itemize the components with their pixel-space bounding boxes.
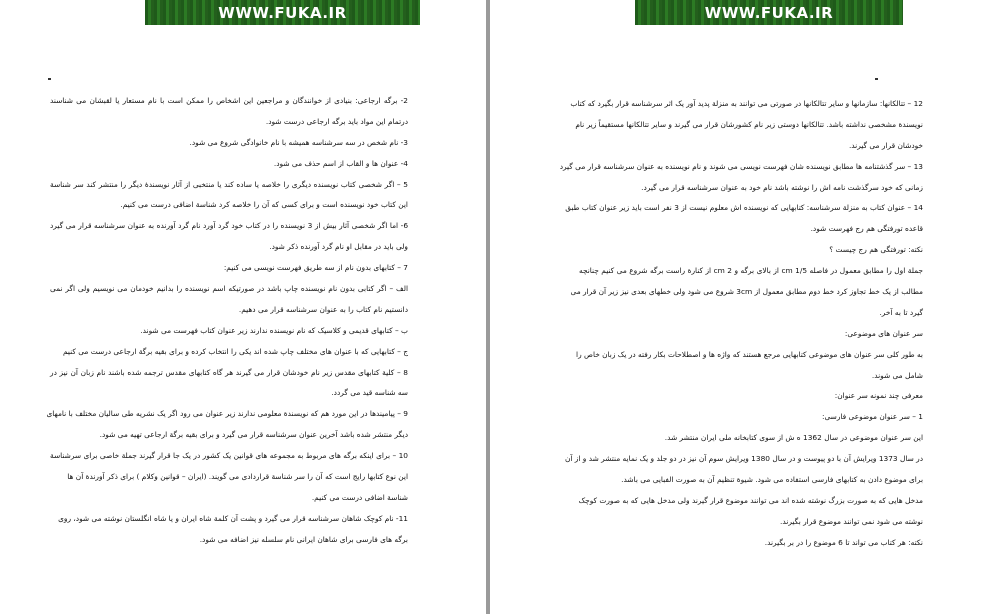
text-line: 11- نام کوچک شاهان سرشناسه قرار می گیرد و پشت آن کلمة شاه ایران و یا شاه انگلستان نوشته می شود، روی bbox=[58, 513, 408, 523]
text-line: 10 – برای اینکه برگه های مربوط به مجموعه های قوانین یک کشور در یک جا قرار گیرند جملة خاصی برای سرشناسة bbox=[50, 451, 408, 461]
text-line: مدخل هایی که به صورت بزرگ نوشته شده اند می توانند موضوع قرار گیرند ولی مدخل هایی که به صورت کوچک bbox=[578, 495, 923, 505]
site-banner bbox=[145, 0, 420, 25]
text-line: قاعده تورفتگی هم رج فهرست شود. bbox=[810, 224, 923, 234]
text-line: 3- نام شخص در سه سرشناسه همیشه با نام خانوادگی شروع می شود. bbox=[189, 137, 408, 147]
text-line: شامل می شوند. bbox=[871, 370, 923, 380]
page-mark bbox=[875, 78, 878, 80]
text-line: ب – کتابهای قدیمی و کلاسیک که نام نویسنده ندارند زیر عنوان کتاب فهرست می شوند. bbox=[140, 325, 408, 335]
page-mark bbox=[48, 78, 51, 80]
text-line: گیرد تا به آخر. bbox=[879, 307, 923, 317]
text-line: سه شناسه قید می گردد. bbox=[331, 388, 408, 398]
text-line: الف – اگر کتابی بدون نام نویسنده چاپ باشد در صورتیکه اسم نویسنده را بدانیم خودمان می نویسیم ولی اگر نمی bbox=[50, 284, 408, 294]
text-line: نکته: تورفتگی هم رج چیست ؟ bbox=[829, 245, 923, 255]
right-page-body bbox=[559, 94, 923, 554]
text-line: این نوع کتابها رایج است که آن را سر شناسة قراردادی می گویند. (ایران – قوانین وکلام ) برای ذکر آورندة آن ها bbox=[67, 472, 408, 482]
text-line: زمانی که خود سرگذشت نامه اش را نوشته باشد نام خود به عنوان سرشناسه قرار می گیرد. bbox=[641, 182, 923, 192]
left-page bbox=[0, 0, 486, 614]
text-line: 1 – سر عنوان موضوعی فارسی: bbox=[822, 412, 923, 422]
text-line: برای موضوع دادن به کتابهای فارسی استفاده می شود. شیوة تنظیم آن به صورت الفبایی می باشد. bbox=[621, 475, 923, 485]
text-line: 14 – عنوان کتاب به منزلة سرشناسه: کتابهایی که نویسنده اش معلوم نیست از 3 نفر است باید زیر عنوان کتاب طبق bbox=[565, 203, 923, 213]
text-line: شناسة اضافی درست می کنیم. bbox=[311, 492, 408, 502]
text-line: جملة اول را مطابق معمول در فاصله 1/5 cm از بالای برگه و 2 cm از کنارة راست برگه شروع می کنیم چنانچه bbox=[579, 266, 923, 276]
text-line: دیگر منتشر شده باشد آخرین عنوان سرشناسه قرار می گیرد و برای بقیه برگة ارجاعی تهیه می شود. bbox=[99, 430, 408, 440]
banner-text: WWW.FUKA.IR bbox=[218, 3, 347, 22]
text-line: 8 – کلیة کتابهای مقدس زیر نام خودشان قرار می گیرند هر گاه کتابهای مقدس ترجمه شده باشند نام زبان آن نیز در bbox=[50, 367, 408, 377]
text-line: دانستیم نام کتاب را به عنوان سرشناسه قرار می دهیم. bbox=[238, 304, 408, 314]
text-line: نکته: هر کتاب می تواند تا 6 موضوع را در بر بگیرند. bbox=[764, 537, 923, 547]
text-line: در سال 1373 ویرایش آن با دو پیوست و در سال 1380 ویرایش سوم آن نیز در دو جلد و یک نمایه منتشر شد و از آن bbox=[564, 454, 923, 464]
banner-text: WWW.FUKA.IR bbox=[704, 3, 834, 22]
text-line: 6- اما اگر شخصی آثار بیش از 3 نویسنده را در کتاب خود گرد آورد نام گرد آورنده به عنوان سرشناسه قرار می گیرد bbox=[50, 221, 409, 231]
text-line: ولی باید در مقابل او نام گرد آورنده ذکر شود. bbox=[269, 242, 408, 252]
left-page-body bbox=[46, 91, 409, 551]
text-line: 2- برگه ارجاعی: بنیادی از خوانندگان و مراجعین این اشخاص را ممکن است با نام مستعار یا لقبشان می شناسند bbox=[50, 96, 408, 105]
text-line: 4- عنوان ها و القاب از اسم حذف می شود. bbox=[273, 158, 408, 168]
text-line: به طور کلی سر عنوان های موضوعی کتابهایی مرجع هستند که واژه ها و اصطلاحات بکار رفته در یک زبان خاص را bbox=[576, 349, 923, 359]
text-line: برگه های فارسی برای شاهان ایرانی نام سلسله نیز اضافه می شود. bbox=[199, 534, 408, 544]
text-line: 12 – تتالکانها: سازمانها و سایر تتالکانها در صورتی می توانند به منزلة پدید آور یک اثر سرشناسه قرار بگیرد که کتاب bbox=[570, 99, 923, 108]
text-line: 5 – اگر شخصی کتاب نویسنده دیگری را خلاصه یا ساده کند یا منتخبی از آثار نویسندۀ دیگر را منتشر کند سر شناسة bbox=[50, 179, 408, 189]
site-banner bbox=[635, 0, 903, 25]
text-line: 7 – کتابهای بدون نام از سه طریق فهرست نویسی می کنیم: bbox=[223, 263, 408, 273]
text-line: این کتاب خود نویسنده است و برای کسی که آن را خلاصه کرد شناسة اضافی درست می کنیم. bbox=[120, 200, 408, 210]
text-line: خودشان قرار می گیرند. bbox=[848, 140, 923, 150]
text-line: مطالب از یک خط تجاوز کرد خط دوم مطابق معمول از 3cm شروع می شود ولی خطهای بعدی نیز زیر آن قرار می bbox=[570, 287, 923, 297]
text-line: معرفی چند نمونه سر عنوان: bbox=[834, 391, 923, 401]
text-line: ج – کتابهایی که با عنوان های مختلف چاپ شده اند یکی را انتخاب کرده و برای بقیه برگة ارجاعی درست می کنیم bbox=[63, 346, 408, 356]
right-page bbox=[490, 0, 981, 614]
text-line: 13 – سر گذشتنامه ها مطابق نویسنده شان فهرست نویسی می شوند و نام نویسنده به عنوان سرشناسه قرار می گیرد bbox=[559, 161, 923, 171]
text-line: این سر عنوان موضوعی در سال 1362 ه ش از سوی کتابخانه ملی ایران منتشر شد. bbox=[664, 433, 923, 443]
text-line: نوشته می شود نمی توانند موضوع قرار بگیرند. bbox=[780, 516, 923, 526]
text-line: درتمام این مواد باید برگه ارجاعی درست شود. bbox=[265, 116, 408, 126]
text-line: 9 – پیامیندها در این مورد هم که نویسندة معلومی ندارند زیر عنوان می رود اگر یک نشریه طی سالیان مختلف با نامهای bbox=[46, 409, 408, 419]
text-line: سر عنوان های موضوعی: bbox=[844, 328, 923, 338]
text-line: نویسندة مشخصی نداشته باشد. تتالکانها دوستی زیر نام کشورشان قرار می گیرند و سایر تتالکانها مستقیماً زیر نام bbox=[575, 119, 923, 129]
